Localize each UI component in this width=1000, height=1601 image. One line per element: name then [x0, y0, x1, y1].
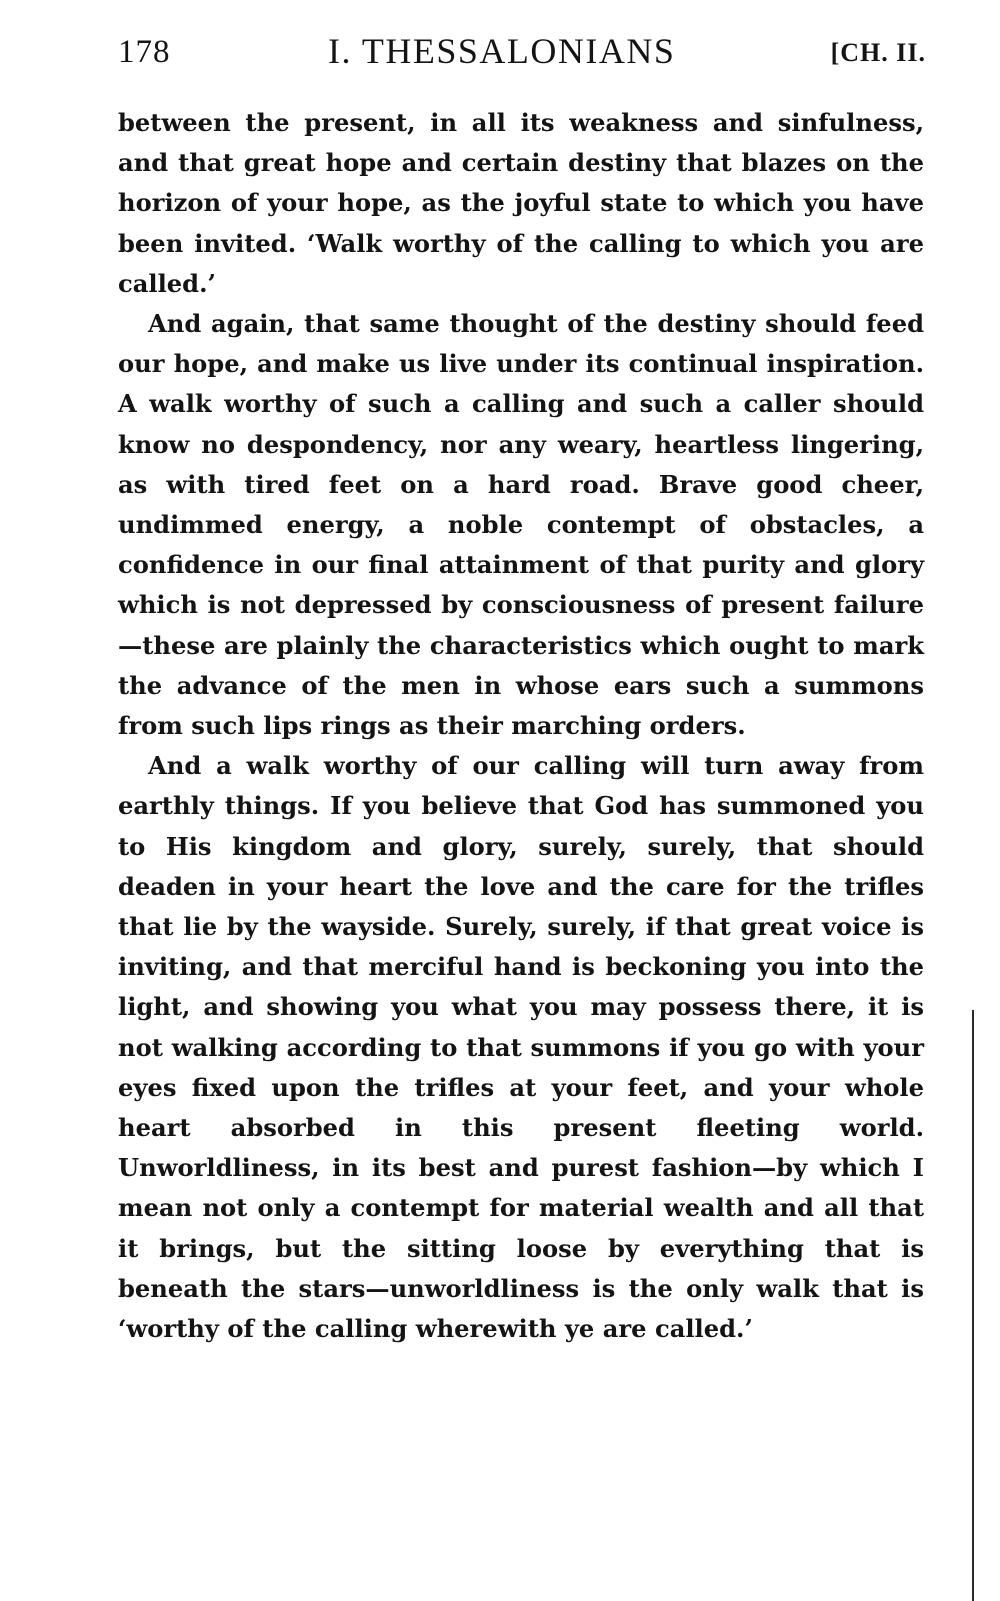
paragraph-destiny-hope: And again, that same thought of the destiny should feed our hope, and make us live under its continual inspiration. A walk worthy of such a calling and such a caller should know no despondency, nor any weary, heartless lingering, as with tired feet on a hard road. Brave good cheer, undimmed energy, a noble contempt of obstacles, a confidence in our final attainment of that purity and glory which is not depressed by consciousness of present failure—these are plainly the characteristics which ought to mark the advance of the men in whose ears such a summons from such lips rings as their marching orders. — [118, 309, 924, 741]
paragraph-continuation: between the present, in all its weakness and sinfulness, and that great hope and certain destiny that blazes on the horizon of your hope, as the joyful state to which you have been invited. ‘Walk worthy of the calling to which you are called.’ — [118, 108, 924, 298]
chapter-reference: [CH. II. — [830, 38, 926, 67]
book-title: I. THESSALONIANS — [328, 31, 676, 71]
running-head — [118, 28, 924, 78]
page-edge-line — [972, 1010, 974, 1601]
body-text — [118, 103, 924, 1349]
page-number: 178 — [118, 34, 171, 70]
paragraph-unworldliness: And a walk worthy of our calling will turn away from earthly things. If you believe that God has summoned you to His kingdom and glory, surely, surely, that should deaden in your heart the love and the care for the trifles that lie by the wayside. Surely, surely, if that great voice is inviting, and that merciful hand is beckoning you into the light, and showing you what you may possess there, it is not walking according to that summons if you go with your eyes fixed upon the trifles at your feet, and your whole heart absorbed in this present fleeting world. Unworldliness, in its best and purest fashion—by which I mean not only a contempt for material wealth and all that it brings, but the sitting loose by everything that is beneath the stars—unworldliness is the only walk that is ‘worthy of the calling wherewith ye are called.’ — [118, 751, 924, 1344]
